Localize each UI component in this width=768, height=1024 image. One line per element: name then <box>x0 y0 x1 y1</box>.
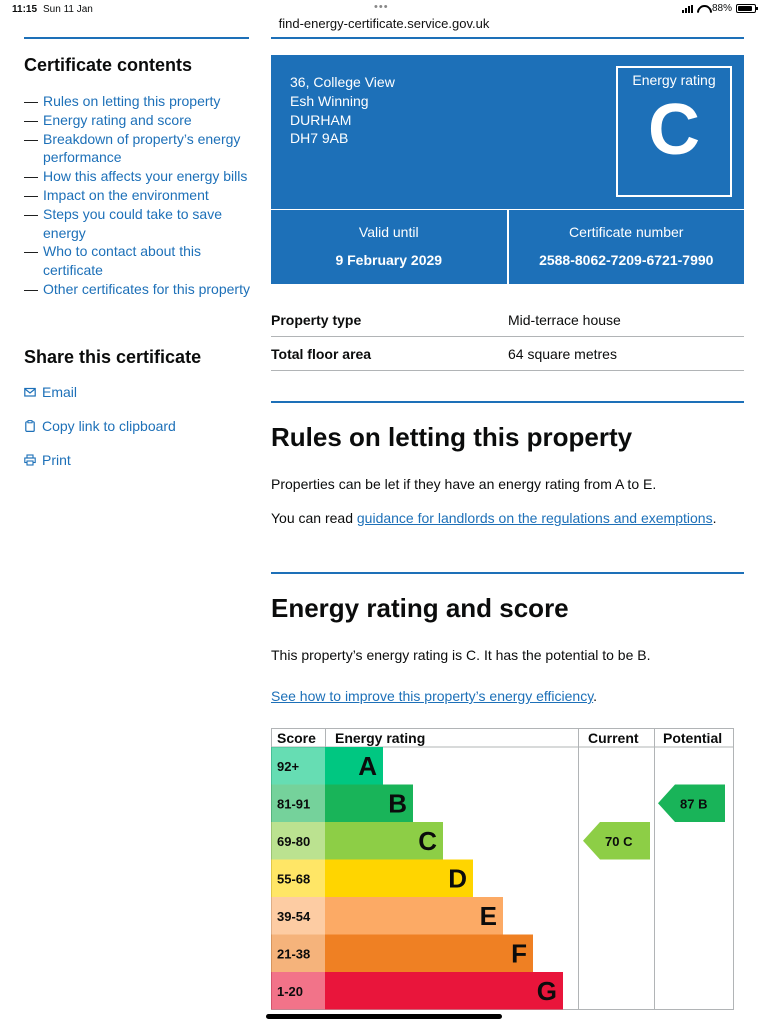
chart-header: Score <box>277 730 316 746</box>
toc-link-rules[interactable]: — Rules on letting this property <box>24 92 254 111</box>
battery-icon <box>736 4 756 13</box>
summary-key: Total floor area <box>271 346 372 362</box>
rating-band-letter: G <box>536 975 557 1006</box>
score-range-label: 39-54 <box>277 908 311 924</box>
share-print-label: Print <box>42 452 71 468</box>
summary-value: 64 square metres <box>508 346 617 362</box>
potential-rating-label: 87 B <box>680 796 708 812</box>
summary-row <box>271 337 744 371</box>
rules-guidance-paragraph <box>271 510 744 526</box>
rules-heading: Rules on letting this property <box>271 422 633 452</box>
sidebar-divider <box>24 37 249 39</box>
toc-link-other-certificates[interactable]: — Other certificates for this property <box>24 280 254 299</box>
toc-link-breakdown[interactable]: — Breakdown of property’s energy performance <box>24 130 254 168</box>
score-range-label: 92+ <box>277 758 300 774</box>
certificate-number-value: 2588-8062-7209-6721-7990 <box>539 252 714 268</box>
chart-header: Energy rating <box>335 730 426 746</box>
energy-rating-letter: C <box>648 90 700 170</box>
rating-band-letter: C <box>418 825 437 856</box>
status-bar <box>0 0 768 38</box>
address-line: Esh Winning <box>290 92 369 109</box>
share-copy-label: Copy link to clipboard <box>42 418 176 434</box>
share-email-link[interactable] <box>24 384 77 400</box>
clipboard-icon <box>24 420 36 432</box>
contents-heading: Certificate contents <box>24 55 193 75</box>
rating-band-letter: F <box>511 938 527 969</box>
current-rating-label: 70 C <box>605 833 633 849</box>
certificate-header <box>271 55 744 209</box>
property-summary-table <box>271 303 744 371</box>
address-line: 36, College View <box>290 74 395 90</box>
chart-header: Current <box>588 730 639 746</box>
improve-suffix: . <box>593 688 598 704</box>
score-range-label: 21-38 <box>277 946 311 962</box>
score-range-label: 1-20 <box>277 983 304 999</box>
summary-key: Property type <box>271 312 362 328</box>
envelope-icon <box>24 386 36 398</box>
valid-until-cell <box>271 210 507 284</box>
certificate-panel <box>271 55 744 284</box>
valid-until-label: Valid until <box>358 224 419 240</box>
rating-band-letter: D <box>448 863 467 894</box>
address-line: DURHAM <box>290 111 352 128</box>
address-line: DH7 9AB <box>290 130 349 147</box>
rating-band-letter: B <box>388 788 407 819</box>
certificate-number-label: Certificate number <box>569 224 684 240</box>
guidance-suffix: . <box>712 510 717 526</box>
share-print-link[interactable] <box>24 452 71 468</box>
home-indicator[interactable] <box>266 1014 502 1019</box>
toc-link-energy-bills[interactable]: — How this affects your energy bills <box>24 167 254 186</box>
wifi-icon <box>697 5 708 13</box>
rating-band-letter: E <box>479 900 497 931</box>
energy-rating-paragraph: This property’s energy rating is C. It has the potential to be B. <box>271 647 651 663</box>
energy-rating-box <box>616 66 732 197</box>
improve-paragraph <box>271 688 744 704</box>
rating-band-bar <box>325 897 503 935</box>
score-range-label: 81-91 <box>277 796 311 812</box>
score-range-label: 55-68 <box>277 871 311 887</box>
multitasking-dots-icon[interactable]: ••• <box>374 1 389 13</box>
printer-icon <box>24 454 36 466</box>
toc-link-environment[interactable]: — Impact on the environment <box>24 186 254 205</box>
energy-rating-heading: Energy rating and score <box>271 593 569 623</box>
main-divider <box>271 37 744 39</box>
landlord-guidance-link[interactable]: guidance for landlords on the regulations and exemptions <box>356 510 713 526</box>
rating-band-letter: A <box>358 750 377 781</box>
address-bar-url[interactable]: find-energy-certificate.service.gov.uk <box>278 16 490 31</box>
chart-header: Potential <box>663 730 723 746</box>
status-indicators <box>682 3 756 14</box>
summary-value: Mid-terrace house <box>508 312 621 328</box>
energy-rating-graph <box>271 728 734 1010</box>
cellular-signal-icon <box>682 5 693 13</box>
rules-paragraph: Properties can be let if they have an energy rating from A to E. <box>271 476 657 492</box>
contents-list <box>24 92 254 299</box>
summary-row <box>271 303 744 337</box>
valid-until-value: 9 February 2029 <box>335 252 443 268</box>
toc-link-contact[interactable]: — Who to contact about this certificate <box>24 242 254 280</box>
toc-link-steps[interactable]: — Steps you could take to save energy <box>24 205 254 243</box>
property-address <box>290 73 395 148</box>
rating-band-bar <box>325 972 563 1010</box>
improve-efficiency-link[interactable]: See how to improve this property’s energy efficiency <box>271 688 594 704</box>
share-email-label: Email <box>42 384 78 400</box>
energy-rating-chart <box>271 728 734 1010</box>
rating-band-bar <box>325 935 533 973</box>
status-date: Sun 11 Jan <box>43 4 93 15</box>
score-range-label: 69-80 <box>277 833 311 849</box>
battery-percent: 88% <box>711 3 732 14</box>
energy-rating-label: Energy rating <box>632 72 716 88</box>
toc-link-energy-rating[interactable]: — Energy rating and score <box>24 111 254 130</box>
guidance-prefix: You can read <box>271 510 357 526</box>
share-heading: Share this certificate <box>24 347 202 367</box>
share-copy-link[interactable] <box>24 418 176 434</box>
certificate-number-cell <box>509 210 745 284</box>
status-time: 11:15 <box>12 4 38 15</box>
section-divider <box>271 401 744 403</box>
section-divider <box>271 572 744 574</box>
certificate-details <box>271 210 744 284</box>
